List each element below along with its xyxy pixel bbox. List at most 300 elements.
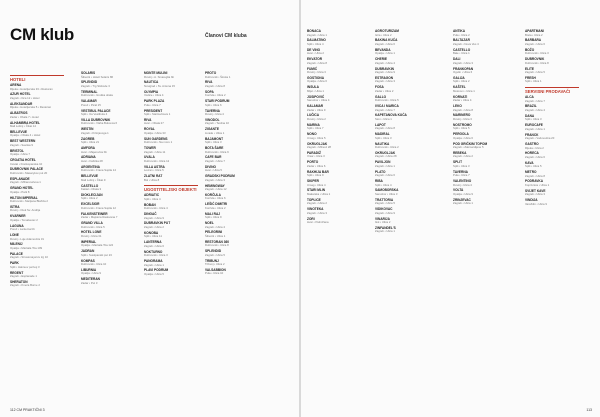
member-address: Zagreb • Ulica 6 bbox=[525, 154, 545, 159]
member-name: HEMINGWAY bbox=[205, 183, 225, 188]
member-name: PRESIDENT bbox=[144, 108, 163, 113]
member-entry bbox=[10, 281, 64, 288]
member-address: Motovun • Ulica 1 bbox=[453, 88, 475, 93]
member-address: Zagreb • Ulica 4 bbox=[525, 108, 545, 113]
member-name: LANTERNA bbox=[144, 240, 162, 245]
member-entry bbox=[525, 105, 579, 112]
member-name: KAŠTEL bbox=[453, 85, 466, 90]
member-entry bbox=[307, 114, 361, 121]
member-entry bbox=[10, 93, 64, 100]
member-entry bbox=[144, 81, 198, 88]
section-heading: UGOSTITELJSKI OBJEKTI bbox=[144, 187, 197, 193]
member-address: Zagreb • Ulica 1 bbox=[375, 163, 395, 168]
member-address: Dubrovnik • Gruška obala bbox=[81, 93, 113, 98]
member-address: Zagreb • Strossmayerov trg 10 bbox=[10, 255, 48, 260]
member-address: Pula • Ulica 2 bbox=[453, 32, 470, 37]
member-name: NONO bbox=[307, 132, 317, 137]
member-name: MEDITERAN bbox=[81, 277, 100, 282]
member-entry bbox=[307, 171, 361, 178]
left-page bbox=[0, 0, 299, 417]
member-name: HORECA bbox=[525, 151, 539, 156]
member-entry bbox=[453, 180, 507, 187]
member-name: DUBRAVKIN bbox=[375, 66, 394, 71]
member-entry bbox=[144, 222, 198, 229]
member-address: Dubrovnik • Frana Supila 12 bbox=[81, 205, 116, 210]
member-name: AGROTURIZAM bbox=[375, 29, 399, 33]
member-address: Mali Lošinj • Čikat 12 bbox=[10, 124, 37, 129]
member-name: ADRIATIC bbox=[144, 193, 159, 198]
member-address: Dubrovnik • Ulica 2 bbox=[375, 145, 399, 150]
member-entry bbox=[375, 114, 429, 121]
member-entry bbox=[205, 110, 259, 117]
member-address: Lovran • Ulica 5 bbox=[144, 168, 164, 173]
member-address: Zagreb • Ulica 1 bbox=[307, 32, 327, 37]
member-entry bbox=[10, 168, 64, 175]
member-name: BEVANDA bbox=[375, 47, 391, 52]
member-name: SKIPER bbox=[307, 179, 319, 183]
member-address: Zagreb • Ulica 1 bbox=[144, 262, 164, 267]
member-address: Zagreb • Trg Slobode 3 bbox=[81, 83, 110, 88]
member-name: BARBARA bbox=[525, 38, 542, 43]
member-entry bbox=[81, 241, 135, 248]
member-entry bbox=[307, 199, 361, 206]
member-name: AZUR HOTEL bbox=[10, 92, 31, 97]
member-name: BELLEVUE bbox=[81, 174, 99, 179]
member-address: Split • Ulica 3 bbox=[205, 140, 222, 145]
member-name: VALSABBION bbox=[205, 267, 226, 272]
member-entry bbox=[144, 204, 198, 211]
member-address: Split • Iza Vestibula 4 bbox=[81, 112, 108, 117]
member-name: DIOKLECIJAN bbox=[81, 192, 103, 197]
member-entry bbox=[10, 262, 64, 269]
member-entry bbox=[375, 49, 429, 56]
member-entry bbox=[10, 159, 64, 166]
member-address: Zagreb • Ulica 11 bbox=[144, 149, 166, 154]
member-entry bbox=[10, 197, 64, 204]
member-entry bbox=[525, 77, 579, 84]
member-entry bbox=[144, 260, 198, 267]
member-name: KORČULA bbox=[205, 192, 221, 197]
member-entry bbox=[375, 86, 429, 93]
member-name: LAPOT bbox=[375, 122, 386, 127]
member-entry bbox=[525, 162, 579, 169]
member-entry bbox=[205, 203, 259, 210]
member-address: Split • Ulica 2 bbox=[81, 196, 98, 201]
member-name: HOTEL LONE bbox=[81, 230, 102, 235]
member-name: SOLARIS bbox=[81, 71, 96, 75]
member-address: Split • Ulica 7 bbox=[307, 126, 324, 131]
member-name: DANA bbox=[525, 113, 535, 118]
member-address: Dubrovnik • Masarykov put 20 bbox=[10, 170, 48, 175]
member-name: GRAND VILLA bbox=[81, 221, 103, 225]
member-address: Zagreb • Nova Ves 4 bbox=[453, 41, 479, 46]
member-name: PORTO bbox=[307, 160, 319, 165]
member-entry bbox=[375, 189, 429, 196]
member-entry bbox=[144, 147, 198, 154]
member-address: Split • Ulica 4 bbox=[375, 182, 392, 187]
member-name: RESTORAN 360 bbox=[205, 239, 230, 244]
member-address: Rovinj • Ulica 3 bbox=[453, 116, 472, 121]
member-address: Brela • Ulica 2 bbox=[525, 32, 543, 37]
member-entry bbox=[144, 194, 198, 201]
member-address: Split • Hatzeov perivoj 3 bbox=[10, 264, 40, 269]
member-address: Ogulin • Ulica 6 bbox=[453, 70, 473, 75]
member-name: VINOTEKA bbox=[307, 207, 324, 212]
member-address: Split • Ulica 3 bbox=[375, 135, 392, 140]
member-entry bbox=[375, 152, 429, 159]
member-address: Zagreb • Ulica 9 bbox=[144, 215, 164, 220]
member-entry bbox=[375, 96, 429, 103]
member-address: Dubrovnik • Na moru 1 bbox=[144, 140, 173, 145]
member-address: Hvar • Ulica 2 bbox=[307, 51, 324, 56]
member-address: Zagreb • Ulica 5 bbox=[205, 252, 225, 257]
member-name: GRAND HOTEL bbox=[10, 186, 34, 191]
member-entry bbox=[205, 250, 259, 257]
member-address: Pula • Ulica 10 bbox=[205, 271, 224, 276]
member-address: Umag • Ulica 5 bbox=[307, 135, 326, 140]
member-name: PAVILJON bbox=[375, 160, 391, 165]
member-address: Zagreb • Kršnjavoga 1 bbox=[81, 130, 109, 135]
member-entry bbox=[307, 152, 361, 159]
member-address: Bale • Ulica 1 bbox=[453, 51, 470, 56]
member-name: GRADSKI PODRUM bbox=[205, 174, 235, 179]
member-name: POD GRIČKIM TOPOM bbox=[453, 141, 488, 146]
member-entry bbox=[375, 227, 429, 234]
member-entry bbox=[375, 133, 429, 140]
member-entry bbox=[205, 81, 259, 88]
member-entry bbox=[10, 84, 64, 91]
member-entry bbox=[375, 161, 429, 168]
member-name: ALBATROS bbox=[10, 111, 28, 116]
member-address: Zagreb • Ulica 2 bbox=[453, 154, 473, 159]
member-name: METRO bbox=[525, 170, 537, 175]
member-name: ALEKSANDAR bbox=[10, 101, 33, 106]
member-name: VOLTA bbox=[453, 188, 464, 193]
member-name: TRATTORIA bbox=[375, 197, 394, 202]
member-entry bbox=[144, 269, 198, 276]
member-address: Zagreb • Ulica 6 bbox=[525, 41, 545, 46]
member-entry bbox=[307, 124, 361, 131]
member-address: Novigrad • Sv. Antona 15 bbox=[144, 83, 175, 88]
member-entry bbox=[10, 122, 64, 129]
member-address: Zagreb • Ulica 9 bbox=[375, 70, 395, 75]
member-address: Split • Ulica 3 bbox=[453, 163, 470, 168]
member-name: PALACE bbox=[10, 251, 23, 256]
member-name: CHERIE bbox=[375, 57, 388, 62]
member-entry bbox=[81, 222, 135, 229]
member-name: ELITE bbox=[525, 66, 535, 71]
member-entry bbox=[10, 253, 64, 260]
member-address: Zagreb • Ulica 5 bbox=[525, 70, 545, 75]
member-entry bbox=[205, 166, 259, 173]
member-name: ISTRA bbox=[10, 204, 20, 209]
member-address: Tribunj • Ulica 2 bbox=[205, 262, 225, 267]
member-entry bbox=[81, 260, 135, 267]
member-name: NOSTROMO bbox=[453, 122, 472, 127]
member-address: Opatija • Ulica 6 bbox=[307, 79, 327, 84]
member-address: Rovinj • Ulica 3 bbox=[307, 70, 326, 75]
member-address: Hvar • Majerovica bb bbox=[81, 149, 107, 154]
member-name: ROYAL bbox=[144, 127, 155, 132]
member-address: Zagreb • Teslina 10 bbox=[205, 121, 229, 126]
member-entry bbox=[81, 231, 135, 238]
member-address: Dubrovnik • Ulica 10 bbox=[81, 262, 107, 267]
member-name: LONE bbox=[10, 233, 19, 237]
member-entry bbox=[375, 58, 429, 65]
member-address: Split • Ulica 9 bbox=[205, 215, 222, 220]
member-name: LAGUNA bbox=[10, 223, 24, 228]
member-entry bbox=[375, 208, 429, 215]
member-address: Dubrovnik • Ulica 5 bbox=[375, 98, 399, 103]
member-entry bbox=[307, 58, 361, 65]
member-name: MARINA bbox=[307, 122, 320, 127]
member-address: Bol • Ulica 8 bbox=[144, 177, 160, 182]
member-address: Ston • Ulica 1 bbox=[375, 116, 392, 121]
member-entry bbox=[205, 119, 259, 126]
member-name: BAKINA KUĆA bbox=[375, 38, 398, 43]
member-address: Makarska • Ulica 1 bbox=[307, 191, 331, 196]
member-entry bbox=[525, 49, 579, 56]
member-name: CASTELLO bbox=[453, 47, 471, 52]
member-name: SPLIT bbox=[453, 160, 463, 165]
member-entry bbox=[144, 138, 198, 145]
member-entry bbox=[205, 194, 259, 201]
member-address: Rovinj • Ulica 4 bbox=[205, 112, 224, 117]
member-address: Dubrovnik • Ulica 12 bbox=[144, 158, 170, 163]
member-address: Rovinj • Ulica 31 bbox=[81, 233, 102, 238]
member-address: Dubrovnik • Ulica 5 bbox=[81, 224, 105, 229]
member-name: VIDIKOVAC bbox=[375, 207, 393, 212]
member-address: Zagreb • Ulica 3 bbox=[453, 60, 473, 65]
member-address: Split • Sustipanski put 23 bbox=[81, 252, 112, 257]
member-entry bbox=[144, 166, 198, 173]
member-address: Zagreb • Ulica 8 bbox=[525, 173, 545, 178]
member-name: OKRUGLJAK bbox=[307, 141, 328, 146]
member-entry bbox=[205, 147, 259, 154]
member-address: Mljet • Ulica 1 bbox=[307, 88, 324, 93]
member-entry bbox=[81, 166, 135, 173]
member-address: Rovinj • Ulica 2 bbox=[307, 116, 326, 121]
member-address: Dubrovnik • Široka 1 bbox=[205, 74, 231, 79]
member-entry bbox=[144, 119, 198, 126]
member-name: PERGOLA bbox=[453, 132, 469, 137]
member-name: LEKO bbox=[453, 104, 462, 108]
member-address: Cavtat • Frankopanska 10 bbox=[10, 161, 43, 166]
member-name: RIVA bbox=[205, 80, 213, 85]
member-name: BOŽO bbox=[525, 47, 535, 52]
member-address: Poreč • Pical 15 bbox=[81, 102, 101, 107]
member-name: TAVERNA bbox=[453, 169, 468, 174]
member-name: TRIBUNJ bbox=[205, 258, 219, 263]
member-entry bbox=[144, 72, 198, 79]
member-entry bbox=[525, 171, 579, 178]
member-entry bbox=[81, 156, 135, 163]
member-name: JADRAN bbox=[81, 249, 95, 254]
member-address: Hvar • Obala 27 bbox=[144, 121, 164, 126]
member-name: VILLA DUBROVNIK bbox=[81, 117, 111, 122]
member-name: MONTE MULINI bbox=[144, 71, 168, 75]
member-address: Opatija • Ulica 5 bbox=[144, 271, 164, 276]
member-entry bbox=[453, 199, 507, 206]
member-address: Dubrovnik • Marijana Blažića 2 bbox=[10, 199, 48, 204]
member-address: Zagreb • Ulica 6 bbox=[144, 243, 164, 248]
member-address: Rovinj • A. Smareglia bb bbox=[144, 74, 175, 79]
member-name: ESPLANADE bbox=[10, 176, 30, 181]
member-address: Livade • Ulica 1 bbox=[205, 130, 225, 135]
member-name: KVARNER bbox=[10, 214, 26, 219]
member-name: LEŠIĆ DIMITRI bbox=[205, 202, 228, 207]
member-entry bbox=[144, 232, 198, 239]
member-name: VILLA ASTRA bbox=[144, 164, 165, 169]
member-entry bbox=[144, 213, 198, 220]
member-name: KAVA bbox=[525, 160, 534, 165]
member-entry bbox=[81, 203, 135, 210]
member-name: KALAMAR bbox=[307, 104, 324, 108]
member-address: Korčula • Ulica 6 bbox=[205, 196, 226, 201]
member-name: PARADIŽ bbox=[307, 150, 321, 155]
member-name: GALLO bbox=[375, 94, 387, 99]
member-address: Zagreb • Ulica 7 bbox=[205, 158, 225, 163]
member-entry bbox=[10, 272, 64, 279]
member-name: TERMINAL bbox=[81, 89, 98, 94]
member-name: ZLATNI RAT bbox=[144, 174, 163, 179]
member-name: VINARIJA bbox=[375, 216, 390, 221]
member-entry bbox=[375, 68, 429, 75]
member-entry bbox=[453, 68, 507, 75]
member-entry bbox=[205, 128, 259, 135]
member-entry bbox=[81, 119, 135, 126]
member-name: ZORI bbox=[307, 216, 315, 221]
member-address: Zagreb • Ulica 1 bbox=[375, 229, 395, 234]
member-name: DUBROVNIK bbox=[525, 57, 545, 62]
member-address: Rijeka • Hotelijerska 33 • Restoran bbox=[10, 86, 53, 91]
member-address: Zagreb • Zakmardijeve 5 bbox=[453, 145, 484, 150]
member-name: BALTAZAR bbox=[453, 38, 470, 43]
member-address: Dubrovnik • Ulica 4 bbox=[144, 206, 168, 211]
member-address: Zagreb • Ulica 3 bbox=[205, 177, 225, 182]
member-address: Zagreb • Ulica 1 bbox=[453, 201, 473, 206]
member-entry bbox=[525, 190, 579, 197]
member-entry bbox=[307, 86, 361, 93]
member-address: Ilok • Ulica 2 bbox=[375, 220, 391, 225]
member-entry bbox=[375, 39, 429, 46]
member-address: Opatija • Park 8 bbox=[10, 189, 30, 194]
member-entry bbox=[307, 105, 361, 112]
member-name: MADIRAL bbox=[375, 132, 390, 137]
member-address: Zagreb • Ulica 1 bbox=[525, 126, 545, 131]
member-entry bbox=[205, 269, 259, 276]
member-address: Zagreb • Ulica 4 bbox=[375, 60, 395, 65]
member-entry bbox=[307, 39, 361, 46]
member-name: ALHAMBRA HOTEL bbox=[10, 120, 40, 125]
member-name: MILENIJ bbox=[10, 242, 23, 247]
member-entry bbox=[81, 128, 135, 135]
member-name: BOBAN bbox=[144, 202, 156, 207]
member-address: Zagreb • Ulica 7 bbox=[525, 98, 545, 103]
member-entry bbox=[525, 115, 579, 122]
member-entry bbox=[144, 100, 198, 107]
member-entry bbox=[144, 128, 198, 135]
member-entry bbox=[453, 124, 507, 131]
member-address: Split • Ulica 21 bbox=[81, 140, 100, 145]
member-address: Split • Ulica 4 bbox=[307, 41, 324, 46]
member-entry bbox=[205, 138, 259, 145]
member-address: Zagreb • Ulica 6 bbox=[375, 41, 395, 46]
member-name: AMFORA bbox=[81, 146, 95, 150]
footer-left: 112 CM PRAKTIČNI 3 bbox=[10, 408, 45, 412]
member-name: FRANKOPAN bbox=[453, 66, 474, 71]
member-address: Mali Lošinj • Čikat 9 bbox=[81, 177, 106, 182]
member-name: PODRAVKA bbox=[525, 179, 544, 184]
member-name: DALI bbox=[453, 57, 461, 62]
member-entry bbox=[525, 58, 579, 65]
member-entry bbox=[10, 187, 64, 194]
directory-column bbox=[81, 72, 135, 288]
member-address: Zagreb • Ulica 3 bbox=[375, 79, 395, 84]
member-entry bbox=[307, 96, 361, 103]
member-name: IMPERIAL bbox=[81, 239, 97, 244]
member-entry bbox=[307, 180, 361, 187]
member-entry bbox=[205, 72, 259, 79]
member-entry bbox=[81, 213, 135, 220]
member-entry bbox=[81, 110, 135, 117]
member-name: BAJAMONT bbox=[205, 136, 224, 141]
member-name: BRAZIL bbox=[525, 104, 537, 109]
footer-right: 113 bbox=[586, 408, 592, 412]
member-address: Dubrovnik • Ulica 3 bbox=[525, 51, 549, 56]
member-address: Split • Ulica 1 bbox=[525, 79, 542, 84]
member-name: WESTIN bbox=[81, 127, 94, 132]
member-name: VALAMAR bbox=[81, 99, 97, 104]
member-address: Split • Ulica 5 bbox=[525, 164, 542, 169]
member-entry bbox=[307, 218, 361, 225]
member-name: SUN GARDENS bbox=[144, 136, 168, 141]
member-address: Opatija • Ulica 9 bbox=[81, 271, 101, 276]
member-address: Dubrovnik • Vlaha Bukovca 6 bbox=[81, 121, 118, 126]
member-name: PARK bbox=[10, 261, 19, 266]
member-address: Zagreb • Ulica 3 bbox=[525, 192, 545, 197]
member-address: Split • Ulica 3 bbox=[525, 117, 542, 122]
member-address: Rovinj • Luje Adamovića 31 bbox=[10, 236, 44, 241]
member-entry bbox=[525, 180, 579, 187]
member-address: Koprivnica • Ulica 1 bbox=[525, 183, 550, 188]
member-entry bbox=[205, 231, 259, 238]
member-address: Zagreb • Ulica 7 bbox=[375, 107, 395, 112]
member-name: SPLENDID bbox=[205, 249, 222, 254]
member-name: BEST WESTERN bbox=[10, 139, 36, 144]
member-name: NAUTIKA bbox=[375, 141, 390, 146]
member-name: ZRINJEVAC bbox=[453, 197, 471, 202]
member-name: RIVA bbox=[144, 117, 152, 122]
member-entry bbox=[307, 133, 361, 140]
member-address: Zagreb • Ulica 5 bbox=[375, 201, 395, 206]
member-address: Zagreb • Ulica 12 bbox=[205, 187, 227, 192]
member-address: Opatija • Tomaševac 2 bbox=[10, 217, 38, 222]
section-heading: HOTELI bbox=[10, 75, 64, 82]
member-address: Opatija • Ulica 1 bbox=[375, 51, 395, 56]
member-name: ARGENTINA bbox=[81, 164, 100, 169]
member-name: CASTELLO bbox=[81, 183, 99, 188]
member-entry bbox=[144, 251, 198, 258]
member-address: Zagreb • Ulica 8 bbox=[453, 107, 473, 112]
member-name: VINDIJA bbox=[525, 198, 538, 203]
member-name: PROTO bbox=[205, 71, 217, 75]
member-address: Pula • Ulica 7 bbox=[144, 102, 161, 107]
member-name: FRANCK bbox=[525, 132, 539, 137]
member-name: DINGAČ bbox=[144, 212, 157, 217]
directory-column bbox=[453, 30, 507, 208]
member-name: PLATO bbox=[375, 169, 386, 174]
